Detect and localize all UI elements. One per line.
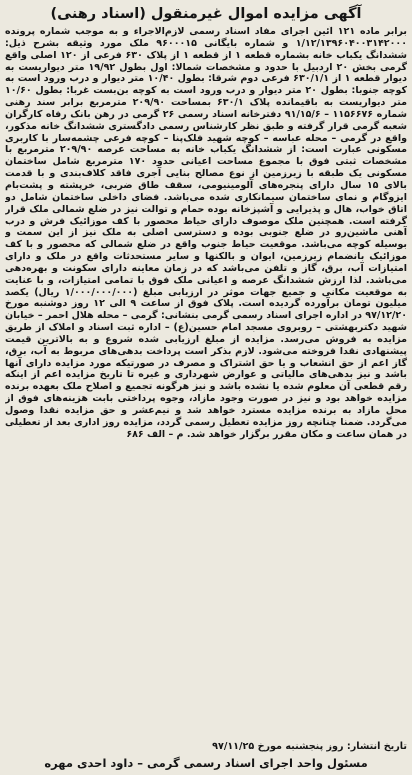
notice-signature: مسئول واحد اجرای اسناد رسمی گرمی – داود احدی مهره [44, 756, 368, 770]
notice-title: آگهی مزایده اموال غیرمنقول (اسناد رهنی) [50, 6, 362, 22]
notice-body [5, 26, 407, 739]
publication-date: تاریخ انتشار: روز پنجشنبه مورخ ۹۷/۱۱/۲۵ [212, 741, 407, 752]
notice-body-paragraph: برابر ماده ۱۲۱ آئین اجرای مفاد اسناد رسمی لازم‌الاجراء و به موجب شماره پرونده ۱/۱۲/۱۳۹۶۰۴۰۰۳۱۴۲۰۰۰ و شماره بایگانی ۹۶۰۰۰۱۵ ملک مورد وثیقه بشرح ذیل: ششدانگ یکباب خانه بشماره قطعه ۱ از قطعه ۱ از پلاک ۶۳۰ فرعی از ۱۲۰ اصلی واقع گرمی بخش ۲۰ اردبیل با حدود و مشخصات شمالا: اول بطول ۱۹/۹۲ متر دیواریست به دیوار قطعه ۱ از ۶۳۰/۱/۱ فرعی دوم شرقا: بطول ۱۰/۴۰ متر دیوار و درب ورود است به کوچه جنوبا: بطول ۲۰ متر دیوار و درب ورود است به کوچه بن‌بست غربا: بطول ۱۰/۶۰ متر دیواریست به باقیمانده پلاک ۶۳۰/۱ بمساحت ۲۰۹/۹۰ مترمربع برابر سند رهنی شماره ۱۱۵۶۶۷۶ – ۹۱/۱۵/۶ دفترخانه اسناد رسمی ۲۶ گرمی در رهن بانک رفاه کارگران شعبه گرمی قرار گرفته و طبق نظر کارشناس رسمی دادگستری ششدانگ خانه مذکور، واقع در گرمی – محله عباسه – کوچه شهید فلک‌پنا – کوچه فرعی چشمه‌سار با کاربری مسکونی عبارت است: از ششدانگ یکباب خانه به مساحت عرصه ۲۰۹/۹۰ مترمربع با مشخصات ثبتی فوق با مجموع مساحت اعیانی حدود ۱۷۰ مترمربع شامل ساختمان مسکونی یک طبقه با زیرزمین از نوع مصالح بنایی آجری فاقد کلاف‌بندی و با قدمت بالای ۱۵ سال دارای پنجره‌های آلومینیومی، سقف طاق ضربی، خرپشته و پشت‌بام ایزوگام و نمای ساختمان سیمانکاری شده می‌باشد. فضای داخلی ساختمان شامل دو اتاق خواب، هال و پذیرایی و آشپزخانه بوده حمام و توالت نیز در ضلع شمالی ملک قرار گرفته است. همچنین ملک موصوف دارای حیاط محصور با کف موزائیک فرش و درب آهنی ماشین‌رو در ضلع جنوبی بوده و دسترسی اصلی به ملک نیز از این سمت و بوسیله کوچه می‌باشد. موقعیت حیاط جنوب واقع در ضلع شمالی که محصور و با کف موزائیک بانضمام زیرزمین، ایوان و بالکنها و سایر مستحدثات واقع در ملک و دارای امتیازات آب، برق، گاز و تلفن می‌باشد که در زمان معاینه دارای سکونت و بهره‌دهی می‌باشد. لذا ارزش ششدانگ عرصه و اعیانی ملک فوق با تمامی امتیازات، و با عنایت به موقعیت مکانی و جمیع جهات موثر در ارزیابی مبلغ (۱/۰۰۰/۰۰۰/۰۰۰ ریال) یکصد میلیون تومان برآورده گردیده است. پلاک فوق از ساعت ۹ الی ۱۲ روز دوشنبه مورخ ۹۷/۱۲/۲۰ در اداره اجرای اسناد رسمی گرمی بنشانی: گرمی – محله هلال احمر – خیابان شهید دکتربهشتی – روبروی مسجد امام حسین(ع) – اداره ثبت اسناد و املاک از طریق مزایده به فروش می‌رسد. مزایده از مبلغ ارزیابی شده شروع و به بالاترین قیمت پیشنهادی نقدا فروخته می‌شود. لازم بذکر است پرداخت بدهی‌های مربوط به آب، برق، گاز اعم از حق انشعاب و یا حق اشتراک و مصرف در صورتیکه مورد مزایده دارای آنها باشد و نیز بدهی‌های مالیاتی و عوارض شهرداری و غیره تا تاریخ مزایده اعم از اینکه رقم قطعی آن معلوم شده یا نشده باشد و نیز هرگونه تجمیع و اصلاح ملک بعهده برنده مزایده خواهد بود و نیز در صورت وجود مازاد، وجوه پرداختی بابت هزینه‌های فوق از محل مازاد به برنده مزایده مسترد خواهد شد و نیم‌عشر و حق مزایده نقدا وصول می‌گردد. ضمنا چنانچه روز مزایده تعطیل رسمی گردد، مزایده روز اداری بعد از تعطیلی در همان ساعت و مکان مقرر برگزار خواهد شد. م – الف ۶۸۶ [5, 26, 407, 440]
notice-closing [5, 741, 407, 753]
